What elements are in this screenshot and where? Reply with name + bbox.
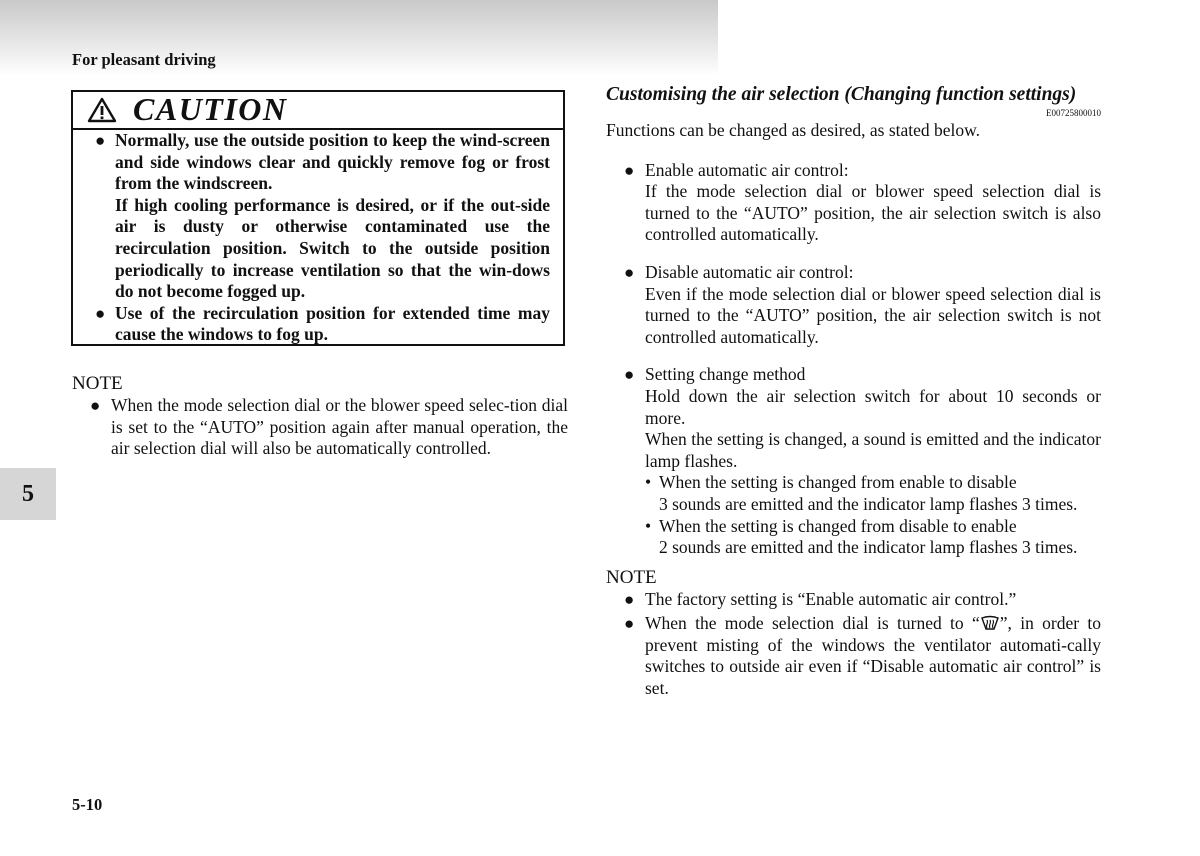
function-item-disable [606,262,1101,348]
bullet-icon: ● [624,160,635,180]
note-label: NOTE [606,566,657,588]
sub-bullet-icon: • [645,515,652,536]
caution-body [73,130,563,346]
sub-item [645,472,1101,515]
sub-bullet-icon: • [645,472,652,493]
note-bullet [90,395,568,460]
item-title: Enable automatic air control: [645,159,849,180]
intro-text: Functions can be changed as desired, as stated below. [606,120,981,140]
note-left [72,373,568,460]
page-number: 5-10 [72,795,103,814]
caution-header [73,92,563,130]
item-text: When the setting is changed, a sound is emitted and the indicator lamp flashes. [645,429,1101,471]
note-bullet [624,613,1101,699]
note-label: NOTE [72,373,123,394]
note-text: ”, in order to prevent misting of the windows the ventilator automati-cally switches to outside air even if “Disable automatic air control” is set. [645,613,1101,699]
caution-box [71,90,565,346]
bullet-icon: ● [95,303,106,323]
note-right [606,589,1101,700]
chapter-tab [0,468,56,520]
sub-item-text: 3 sounds are emitted and the indicator lamp flashes 3 times. [659,493,1078,514]
bullet-icon: ● [624,262,635,282]
note-text: When the mode selection dial is turned to “ [645,613,980,634]
item-title: Setting change method [645,364,806,385]
function-item-enable [606,160,1101,246]
note-bullet [624,589,1101,611]
item-text: Even if the mode selection dial or blower speed selection dial is turned to the “AUTO” position, the air selection switch is not controlled automatically. [645,283,1101,347]
sub-item-title: When the setting is changed from disable to enable [659,515,1017,536]
right-column [606,83,1101,703]
caution-text: If high cooling performance is desired, or if the out-side air is dusty or otherwise contaminated use the recirculation position. Switch to the outside position periodically to increase ventilation so that the win-dows do not become fogged up. [115,194,550,302]
item-title: Disable automatic air control: [645,261,854,282]
note-text: When the mode selection dial or the blower speed selec-tion dial is set to the “AUTO” position again after manual operation, the air selection dial will also be automatically controlled. [111,395,568,459]
chapter-number: 5 [22,480,34,507]
windscreen-defroster-icon [980,614,1000,632]
bullet-icon: ● [624,614,635,634]
section-heading: Customising the air selection (Changing function settings) [606,84,1077,105]
bullet-icon: ● [624,589,635,609]
item-text: If the mode selection dial or blower speed selection dial is turned to the “AUTO” position, the air selection switch is also controlled automatically. [645,181,1101,245]
bullet-icon: ● [90,396,101,415]
caution-title: CAUTION [133,91,288,127]
warning-triangle-icon [87,97,117,123]
sub-item-text: 2 sounds are emitted and the indicator lamp flashes 3 times. [659,537,1078,558]
sub-item [645,516,1101,559]
note-text: The factory setting is “Enable automatic air control.” [645,588,1017,609]
sub-item-title: When the setting is changed from enable to disable [659,472,1017,493]
item-text: Hold down the air selection switch for about 10 seconds or more. [645,385,1101,428]
caution-bullet [95,130,550,303]
bullet-icon: ● [624,365,635,385]
caution-text: Normally, use the outside position to keep the wind-screen and side windows clear and quickly remove fog or frost from the windscreen. [115,130,550,194]
function-item-setting-change [606,364,1101,558]
bullet-icon: ● [95,131,106,150]
section-title: For pleasant driving [72,50,216,69]
caution-bullet [95,303,550,346]
document-code: E00725800010 [1046,108,1101,118]
caution-text: Use of the recirculation position for extended time may cause the windows to fog up. [115,302,550,345]
